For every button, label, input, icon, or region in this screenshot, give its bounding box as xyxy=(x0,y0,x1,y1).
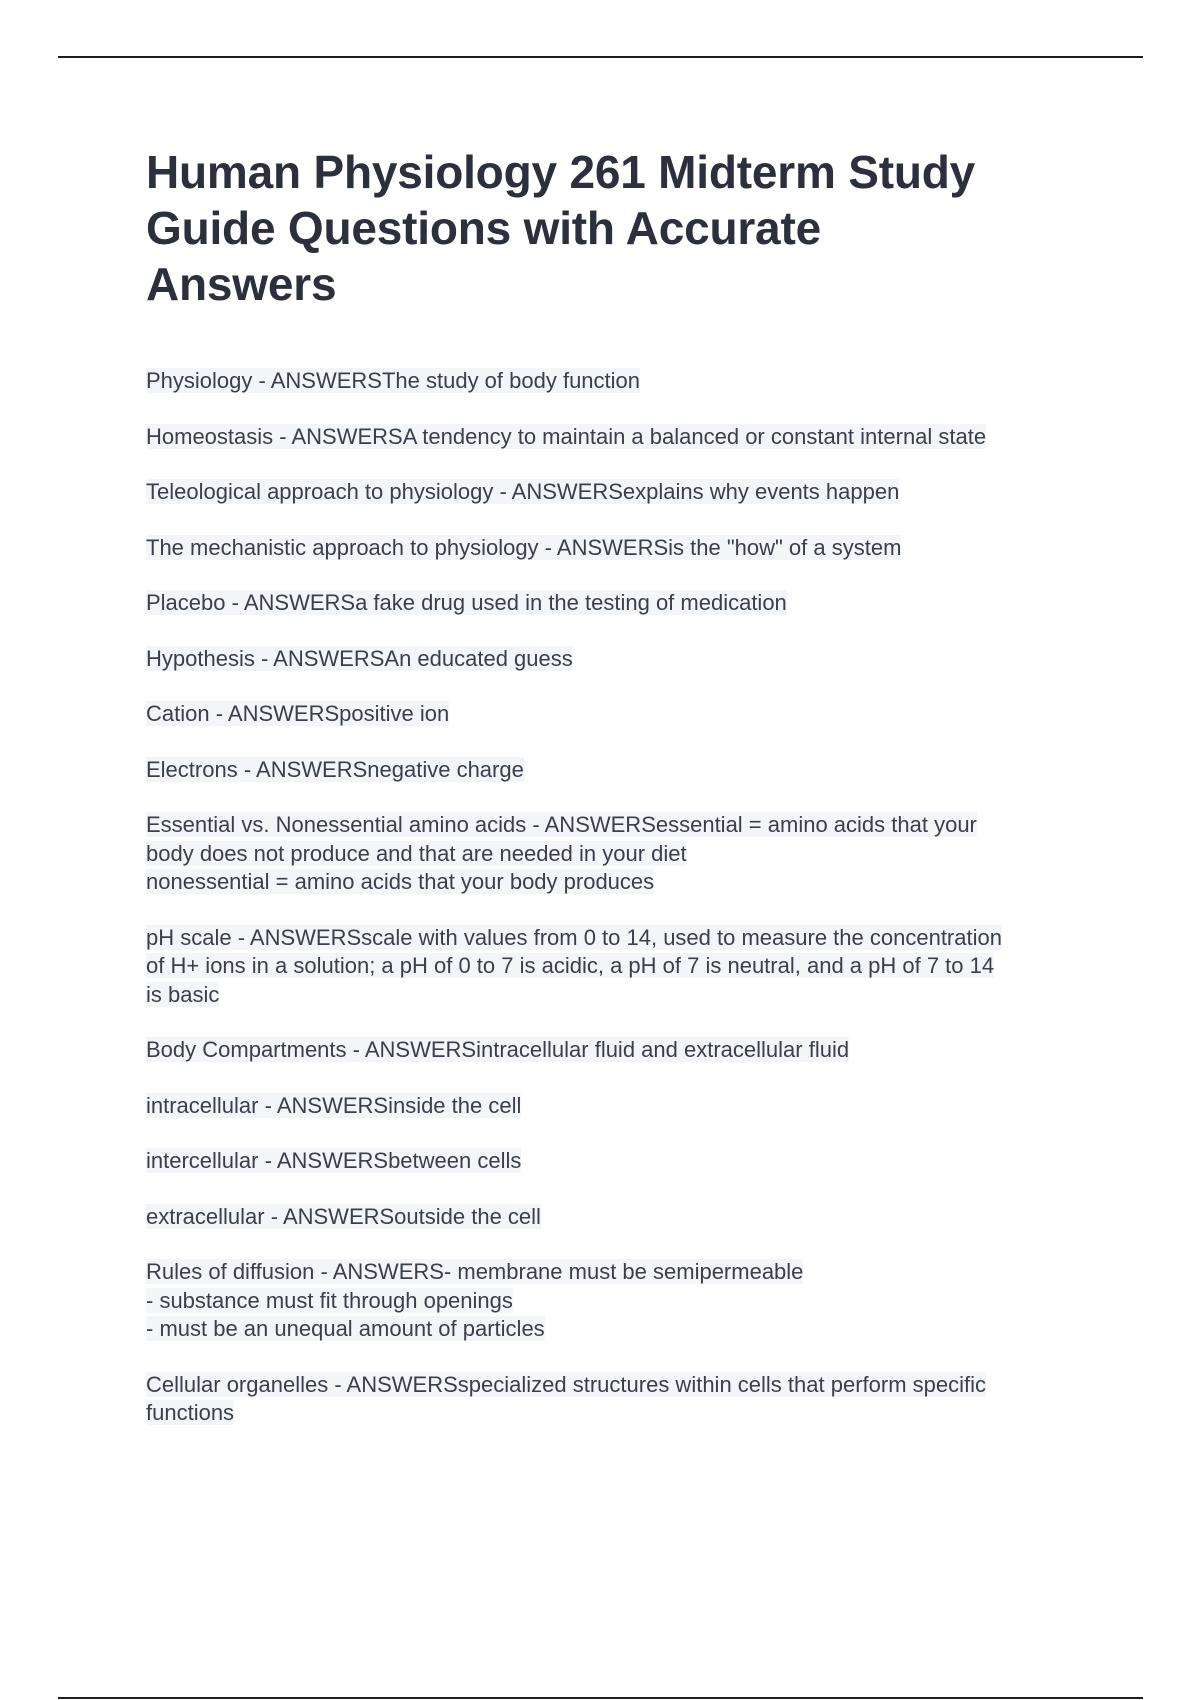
title-line: Guide Questions with Accurate xyxy=(146,202,821,254)
qa-entry-electrons xyxy=(146,756,1096,785)
qa-line: body does not produce and that are needed in your diet xyxy=(146,840,687,866)
qa-entry-extracellular xyxy=(146,1203,1096,1232)
qa-line: extracellular - ANSWERSoutside the cell xyxy=(146,1203,541,1229)
qa-line: Homeostasis - ANSWERSA tendency to maintain a balanced or constant internal state xyxy=(146,423,987,449)
qa-line: nonessential = amino acids that your body produces xyxy=(146,869,655,894)
qa-list xyxy=(146,367,1096,1428)
document-body xyxy=(146,144,1096,1455)
qa-line: - substance must fit through openings xyxy=(146,1287,513,1313)
qa-entry-placebo xyxy=(146,589,1096,618)
qa-line: Cellular organelles - ANSWERSspecialized structures within cells that perform specific xyxy=(146,1371,986,1397)
top-divider xyxy=(58,56,1143,58)
qa-entry-intracellular xyxy=(146,1092,1096,1121)
qa-line: intracellular - ANSWERSinside the cell xyxy=(146,1092,522,1118)
qa-line: Cation - ANSWERSpositive ion xyxy=(146,701,450,726)
qa-line: The mechanistic approach to physiology - ANSWERSis the "how" of a system xyxy=(146,534,902,560)
qa-line: functions xyxy=(146,1400,235,1425)
qa-entry-ph-scale xyxy=(146,924,1096,1010)
qa-line: Hypothesis - ANSWERSAn educated guess xyxy=(146,645,573,671)
qa-line: Essential vs. Nonessential amino acids - ANSWERSessential = amino acids that your xyxy=(146,812,977,837)
qa-entry-mechanistic xyxy=(146,534,1096,563)
qa-line: Placebo - ANSWERSa fake drug used in the testing of medication xyxy=(146,590,787,615)
page-title xyxy=(146,144,1096,312)
qa-line: Rules of diffusion - ANSWERS- membrane must be semipermeable xyxy=(146,1259,804,1284)
qa-entry-diffusion-rules xyxy=(146,1258,1096,1344)
qa-entry-cation xyxy=(146,700,1096,729)
title-line: Answers xyxy=(146,258,337,310)
qa-line: intercellular - ANSWERSbetween cells xyxy=(146,1148,522,1173)
qa-line: - must be an unequal amount of particles xyxy=(146,1316,545,1341)
bottom-divider xyxy=(58,1697,1143,1699)
qa-line: Teleological approach to physiology - ANSWERSexplains why events happen xyxy=(146,479,900,504)
qa-line: Physiology - ANSWERSThe study of body function xyxy=(146,368,641,393)
qa-line: is basic xyxy=(146,981,220,1007)
qa-line: pH scale - ANSWERSscale with values from 0 to 14, used to measure the concentration xyxy=(146,924,1002,950)
title-line: Human Physiology 261 Midterm Study xyxy=(146,146,976,198)
qa-entry-organelles xyxy=(146,1371,1096,1428)
qa-entry-physiology xyxy=(146,367,1096,396)
qa-line: Electrons - ANSWERSnegative charge xyxy=(146,756,524,782)
qa-line: Body Compartments - ANSWERSintracellular fluid and extracellular fluid xyxy=(146,1037,850,1062)
qa-entry-body-compartments xyxy=(146,1036,1096,1065)
qa-line: of H+ ions in a solution; a pH of 0 to 7 is acidic, a pH of 7 is neutral, and a pH of 7 to 14 xyxy=(146,953,995,978)
qa-entry-intercellular xyxy=(146,1147,1096,1176)
qa-entry-amino-acids xyxy=(146,811,1096,897)
qa-entry-homeostasis xyxy=(146,423,1096,452)
qa-entry-teleological xyxy=(146,478,1096,507)
qa-entry-hypothesis xyxy=(146,645,1096,674)
